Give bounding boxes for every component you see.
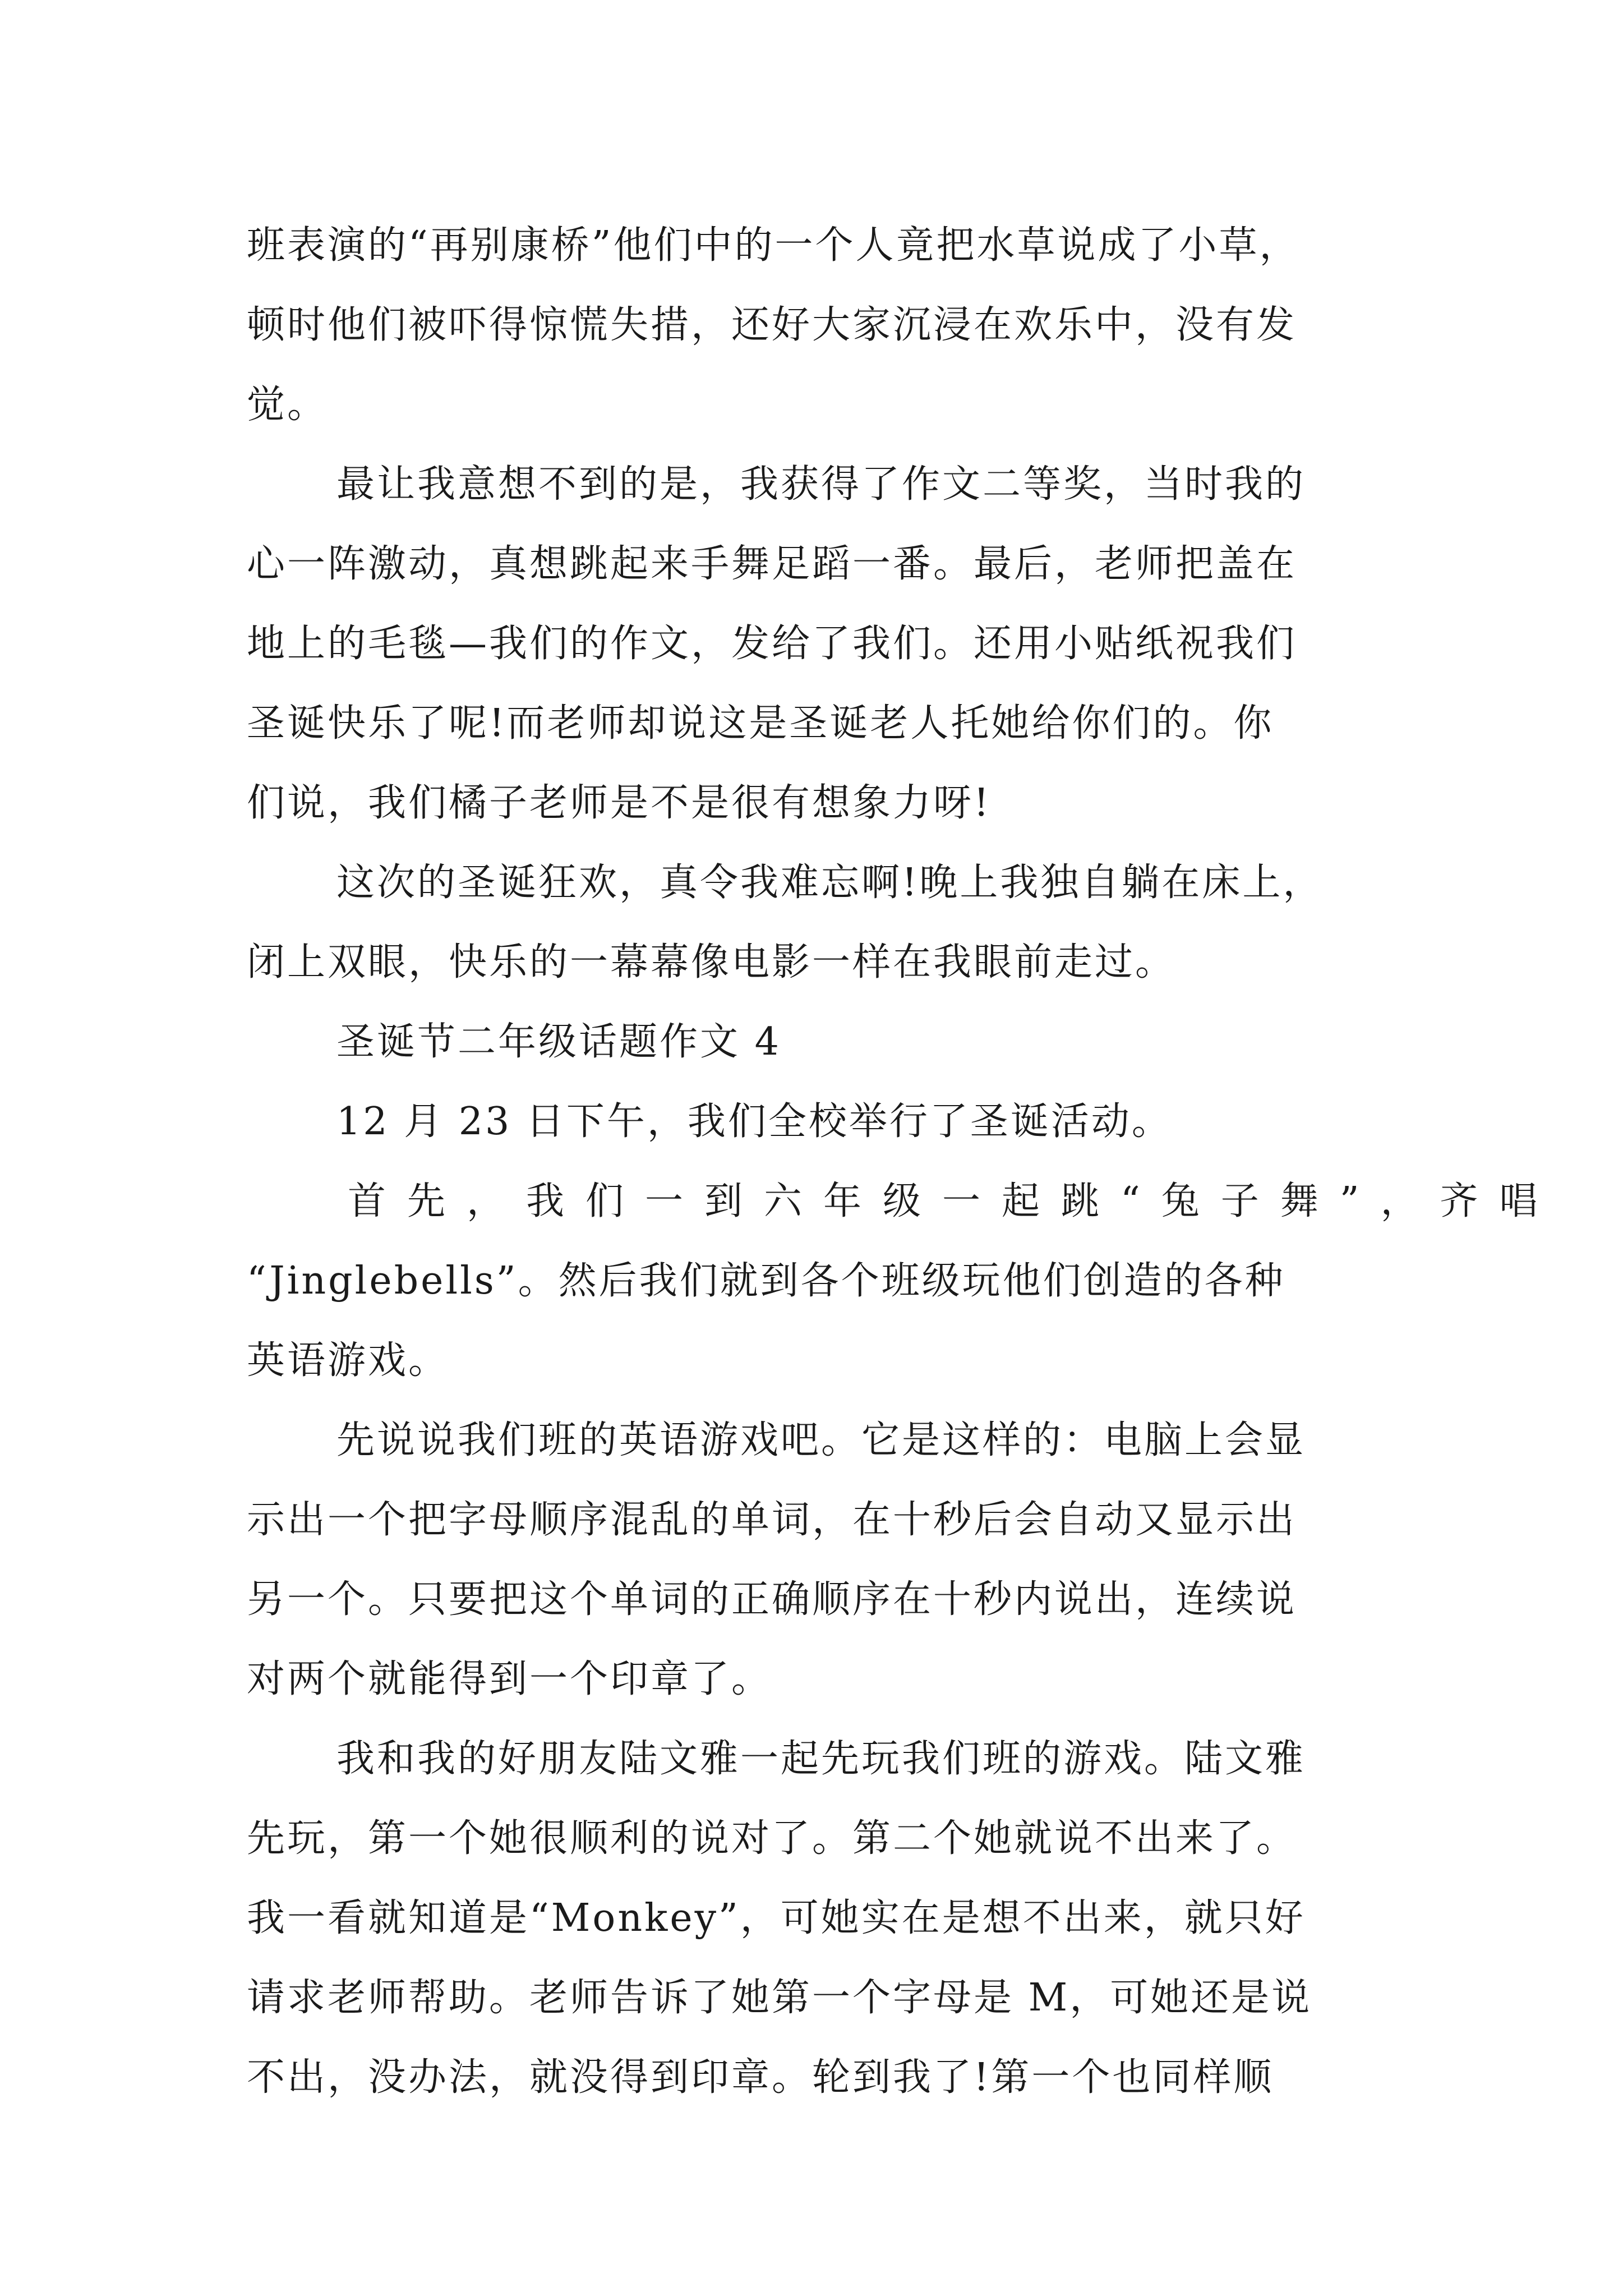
text-line: 顿时他们被吓得惊慌失措，还好大家沉浸在欢乐中，没有发 <box>247 303 1297 347</box>
text-line: 班表演的“再别康桥”他们中的一个人竟把水草说成了小草， <box>247 223 1300 268</box>
paragraph-first-line: 我和我的好朋友陆文雅一起先玩我们班的游戏。陆文雅 <box>336 1737 1306 1781</box>
paragraph-first-line: 先说说我们班的英语游戏吧。它是这样的：电脑上会显 <box>336 1418 1306 1462</box>
text-line: 圣诞快乐了呢!而老师却说这是圣诞老人托她给你们的。你 <box>247 701 1274 746</box>
paragraph-first-line: 最让我意想不到的是，我获得了作文二等奖，当时我的 <box>336 462 1306 507</box>
text-line: 觉。 <box>247 383 328 427</box>
paragraph-first-line: 12 月 23 日下午，我们全校举行了圣诞活动。 <box>336 1099 1172 1144</box>
text-line: 另一个。只要把这个单词的正确顺序在十秒内说出，连续说 <box>247 1577 1297 1622</box>
section-title: 圣诞节二年级话题作文 4 <box>336 1020 781 1064</box>
text-line: 英语游戏。 <box>247 1338 449 1383</box>
text-line: 不出，没办法，就没得到印章。轮到我了!第一个也同样顺 <box>247 2055 1274 2100</box>
text-line: 先玩，第一个她很顺利的说对了。第二个她就说不出来了。 <box>247 1816 1297 1861</box>
text-line: 对两个就能得到一个印章了。 <box>247 1657 772 1701</box>
paragraph-first-line: 这次的圣诞狂欢，真令我难忘啊!晚上我独自躺在床上， <box>336 861 1324 905</box>
text-line: 示出一个把字母顺序混乱的单词，在十秒后会自动又显示出 <box>247 1498 1297 1542</box>
text-line: 请求老师帮助。老师告诉了她第一个字母是 M，可她还是说 <box>247 1976 1312 2020</box>
text-line: 地上的毛毯—我们的作文，发给了我们。还用小贴纸祝我们 <box>247 622 1297 666</box>
text-line: “Jinglebells”。然后我们就到各个班级玩他们创造的各种 <box>247 1259 1285 1303</box>
paragraph-first-line: 首先，我们一到六年级一起跳“兔子舞”，齐唱 <box>348 1179 1559 1223</box>
text-line: 们说，我们橘子老师是不是很有想象力呀! <box>247 781 992 825</box>
text-line: 心一阵激动，真想跳起来手舞足蹈一番。最后，老师把盖在 <box>247 542 1297 586</box>
text-line: 闭上双眼，快乐的一幕幕像电影一样在我眼前走过。 <box>247 940 1176 984</box>
text-line: 我一看就知道是“Monkey”，可她实在是想不出来，就只好 <box>247 1896 1306 1940</box>
